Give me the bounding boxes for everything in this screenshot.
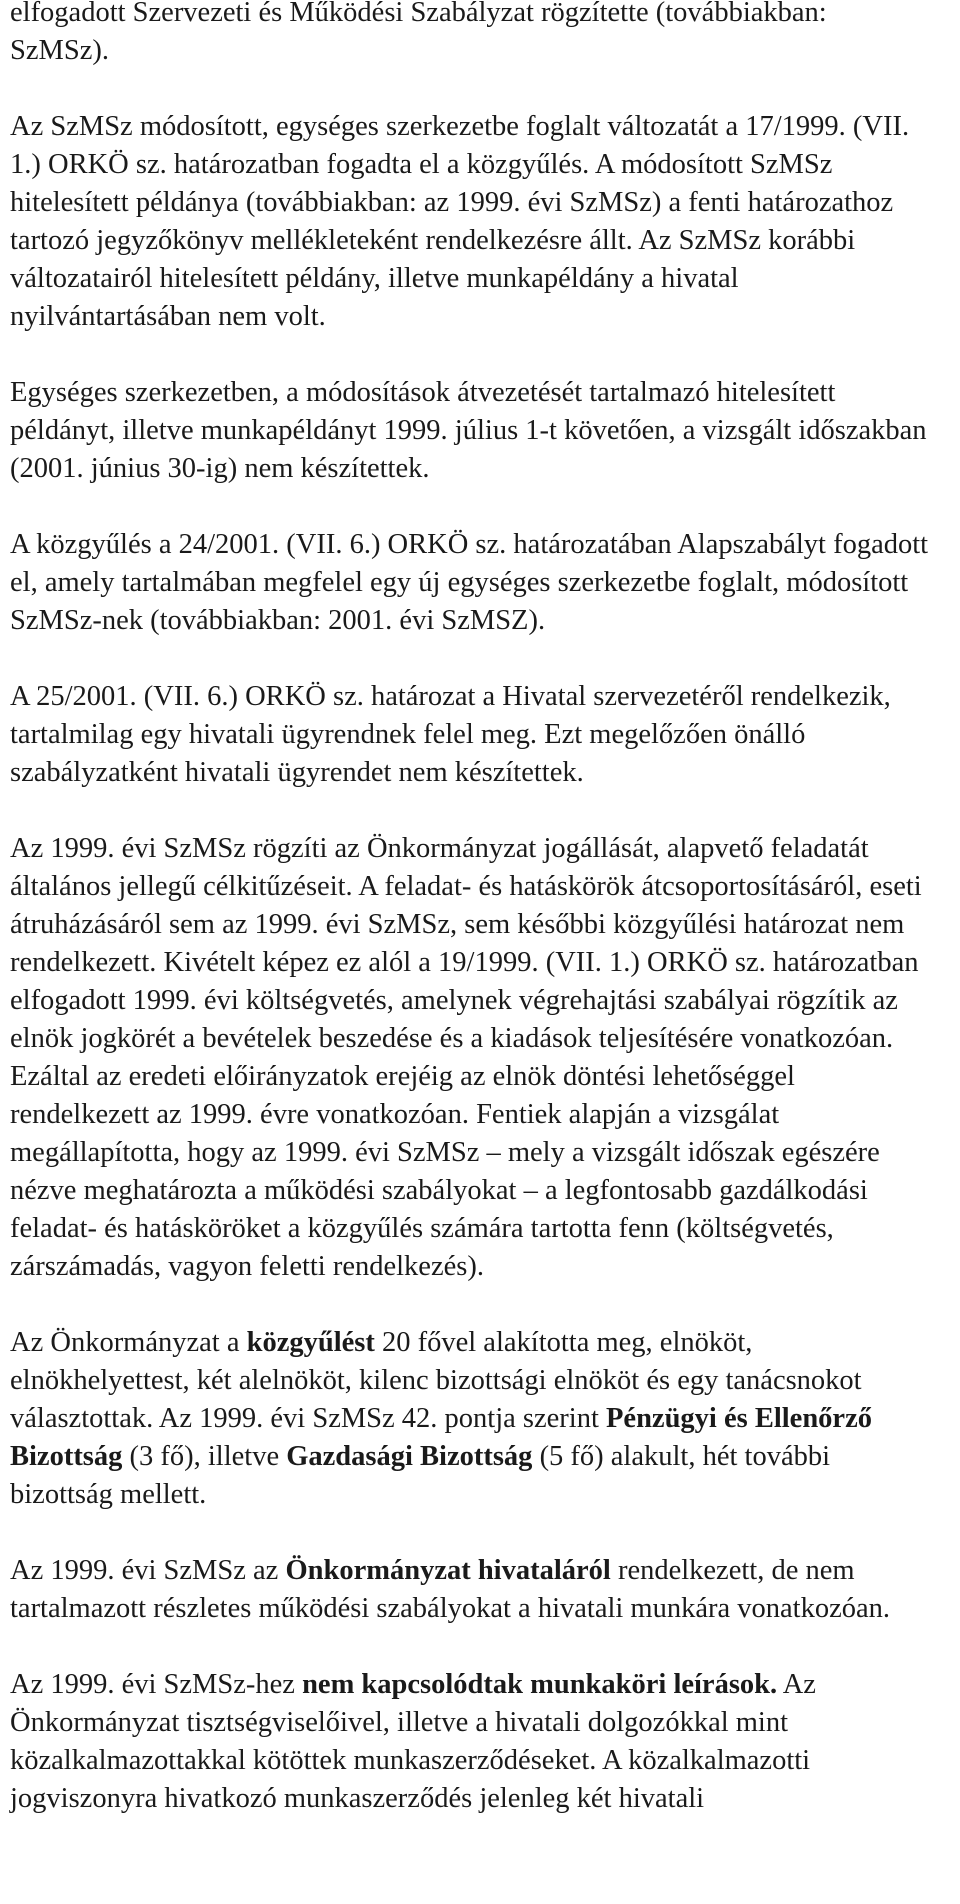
paragraph-unified-structure xyxy=(10,374,932,488)
text-segment: Az Önkormányzat tisztségviselőivel, illetve a hivatali dolgozókkal mint közalkalmazottakkal kötöttek munkaszerződéseket. A közalkalmazotti jogviszonyra hivatkozó munkaszerződés jelenleg két hivatali xyxy=(10,1669,816,1814)
paragraph-statute-2001 xyxy=(10,526,932,640)
text-segment: rendelkezett, de nem tartalmazott részletes működési szabályokat a hivatali munkára vonatkozóan. xyxy=(10,1555,891,1624)
text-segment: (3 fő), illetve xyxy=(122,1441,287,1472)
paragraph-office-rules xyxy=(10,678,932,792)
paragraph-office xyxy=(10,1552,932,1628)
bold-term-general-assembly: közgyűlést xyxy=(246,1327,375,1358)
text-segment: Az Önkormányzat a xyxy=(10,1327,247,1358)
paragraph-legal-status xyxy=(10,830,932,1286)
text-segment: (5 fő) alakult, hét további bizottság mellett. xyxy=(10,1441,831,1510)
paragraph-general-assembly xyxy=(10,1324,932,1514)
text-segment: elfogadott Szervezeti és Működési Szabályzat rögzítette (továbbiakban: SzMSz). xyxy=(10,0,827,66)
paragraph-szmsz-modification xyxy=(10,108,932,336)
text-segment: A 25/2001. (VII. 6.) ORKÖ sz. határozat a Hivatal szervezetéről rendelkezik, tartalmilag egy hivatali ügyrendnek felel meg. Ezt megelőzően önálló szabályzatként hivatali ügyrendet nem készítettek. xyxy=(10,681,891,788)
text-segment: A közgyűlés a 24/2001. (VII. 6.) ORKÖ sz. határozatában Alapszabályt fogadott el, amely tartalmában megfelel egy új egységes szerkezetbe foglalt, módosított SzMSz-nek (továbbiakban: 2001. évi SzMSZ). xyxy=(10,529,929,636)
text-segment: Az 1999. évi SzMSz az xyxy=(10,1555,286,1586)
bold-term-office: Önkormányzat hivataláról xyxy=(285,1555,611,1586)
bold-term-economic-committee: Gazdasági Bizottság xyxy=(286,1441,533,1472)
text-segment: Az 1999. évi SzMSz rögzíti az Önkormányzat jogállását, alapvető feladatát általános jellegű célkitűzéseit. A feladat- és hatáskörök átcsoportosításáról, eseti átruházásáról sem az 1999. évi SzMSz, sem későbbi közgyűlési határozat nem rendelkezett. Kivételt képez ez alól a 19/1999. (VII. 1.) ORKÖ sz. határozatban elfogadott 1999. évi költségvetés, amelynek végrehajtási szabályai rögzítik az elnök jogkörét a bevételek beszedése és a kiadások teljesítésére vonatkozóan. Ezáltal az eredeti előirányzatok erejéig az elnök döntési lehetőséggel rendelkezett az 1999. évre vonatkozóan. Fentiek alapján a vizsgálat megállapította, hogy az 1999. évi SzMSz – mely a vizsgált időszak egészére nézve meghatározta a működési szabályokat – a legfontosabb gazdálkodási feladat- és hatásköröket a közgyűlés számára tartotta fenn (költségvetés, zárszámadás, vagyon feletti rendelkezés). xyxy=(10,833,922,1282)
text-segment: Az 1999. évi SzMSz-hez xyxy=(10,1669,303,1700)
text-segment: Egységes szerkezetben, a módosítások átvezetését tartalmazó hitelesített példányt, illetve munkapéldányt 1999. július 1-t követően, a vizsgált időszakban (2001. június 30-ig) nem készítettek. xyxy=(10,377,927,484)
text-segment: 20 fővel alakította meg, elnököt, elnökhelyettest, két alelnököt, kilenc bizottsági elnököt és egy tanácsnokot választottak. Az 1999. évi SzMSz 42. pontja szerint xyxy=(10,1327,862,1434)
paragraph-szmsz-intro xyxy=(10,0,932,70)
text-segment: Az SzMSz módosított, egységes szerkezetbe foglalt változatát a 17/1999. (VII. 1.) ORKÖ sz. határozatban fogadta el a közgyűlés. A módosított SzMSz hitelesített példánya (továbbiakban: az 1999. évi SzMSz) a fenti határozathoz tartozó jegyzőkönyv mellékleteként rendelkezésre állt. Az SzMSz korábbi változatairól hitelesített példány, illetve munkapéldány a hivatal nyilvántartásában nem volt. xyxy=(10,111,910,332)
bold-term-finance-committee: Pénzügyi és Ellenőrző Bizottság xyxy=(10,1403,872,1472)
paragraph-job-descriptions xyxy=(10,1666,932,1818)
bold-term-job-descriptions: nem kapcsolódtak munkaköri leírások. xyxy=(302,1669,778,1700)
